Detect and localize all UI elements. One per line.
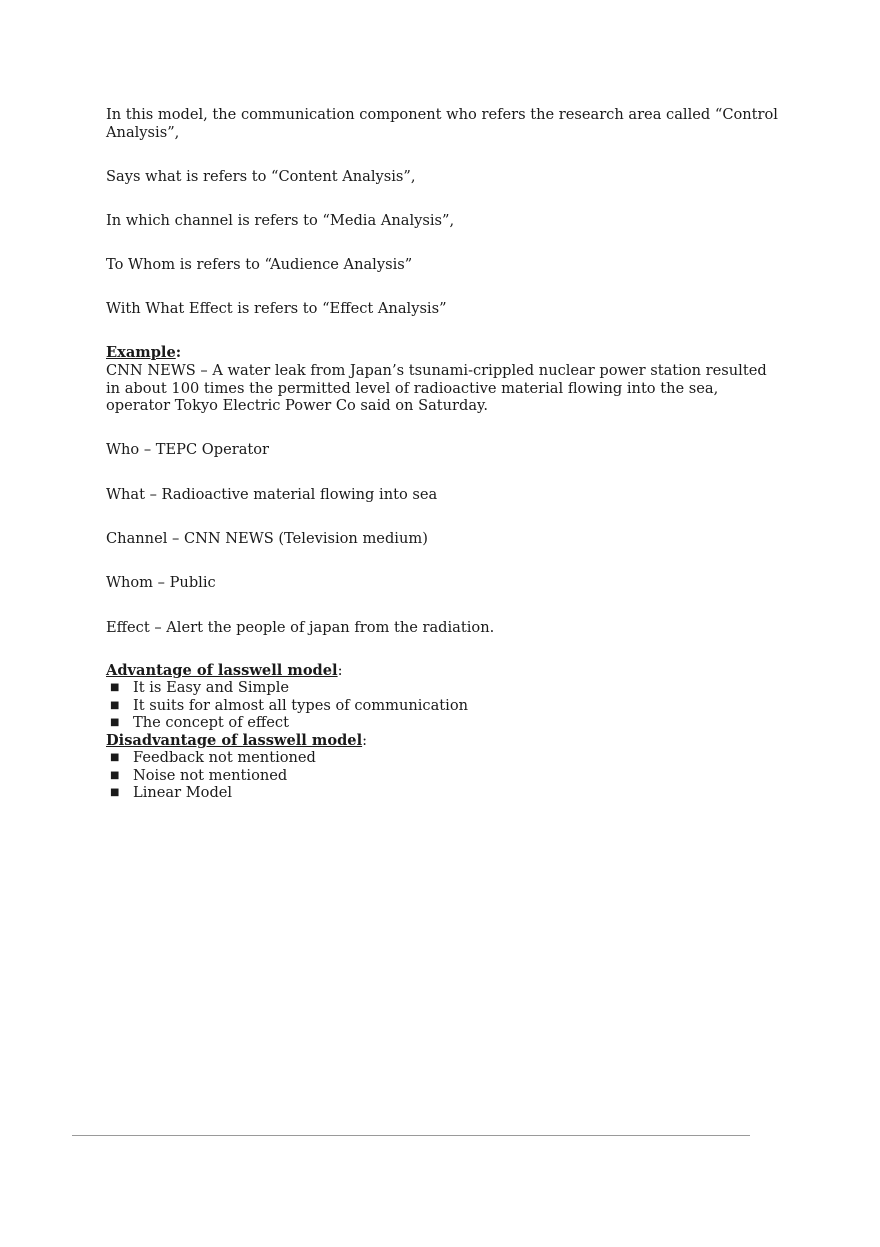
list-item-text: It is Easy and Simple (133, 679, 290, 696)
says-what-paragraph: Says what is refers to “Content Analysis”, (106, 168, 416, 185)
square-bullet-icon: ■ (110, 699, 120, 711)
advantages-list (106, 679, 786, 732)
to-whom-paragraph: To Whom is refers to “Audience Analysis” (106, 256, 413, 273)
example-channel: Channel – CNN NEWS (Television medium) (106, 530, 428, 547)
with-what-effect-paragraph: With What Effect is refers to “Effect Analysis” (106, 300, 447, 317)
example-whom: Whom – Public (106, 574, 216, 591)
disadvantages-heading-line (106, 732, 786, 750)
list-item-text: Noise not mentioned (133, 766, 288, 784)
advantages-heading-colon: : (337, 662, 343, 679)
list-item (106, 749, 786, 767)
square-bullet-icon: ■ (110, 752, 120, 763)
example-body: CNN NEWS – A water leak from Japan’s tsunami-crippled nuclear power station resulted in about 100 times the permitted level of radioactive material flowing into the sea, operator Tokyo Electric Power Co said on Saturday. (106, 362, 767, 414)
list-item (106, 767, 786, 785)
list-item-text: Linear Model (133, 784, 233, 801)
square-bullet-icon: ■ (110, 769, 120, 781)
list-item-text: Feedback not mentioned (133, 749, 316, 766)
advantages-heading: Advantage of lasswell model (106, 662, 338, 679)
example-heading: Example (106, 344, 176, 361)
example-heading-colon: : (175, 344, 182, 361)
footer-page-mark (750, 1128, 796, 1136)
example-effect: Effect – Alert the people of japan from the radiation. (106, 619, 495, 636)
footer-rule (72, 1135, 750, 1136)
disadvantages-list (106, 749, 786, 802)
square-bullet-icon: ■ (110, 682, 120, 693)
disadvantages-heading: Disadvantage of lasswell model (106, 732, 363, 749)
example-who: Who – TEPC Operator (106, 441, 270, 458)
square-bullet-icon: ■ (110, 717, 120, 728)
list-item-text: The concept of effect (133, 714, 289, 731)
example-heading-line (106, 344, 786, 362)
in-which-channel-paragraph: In which channel is refers to “Media Analysis”, (106, 212, 455, 229)
square-bullet-icon: ■ (110, 787, 120, 798)
advantages-heading-line (106, 662, 786, 680)
example-what: What – Radioactive material flowing into sea (106, 486, 438, 503)
disadvantages-heading-colon: : (362, 732, 368, 749)
list-item-text: It suits for almost all types of communication (133, 696, 469, 714)
intro-paragraph: In this model, the communication component who refers the research area called “Control Analysis”, (106, 106, 778, 141)
list-item (106, 679, 786, 697)
list-item (106, 784, 786, 802)
list-item (106, 697, 786, 715)
list-item (106, 714, 786, 732)
